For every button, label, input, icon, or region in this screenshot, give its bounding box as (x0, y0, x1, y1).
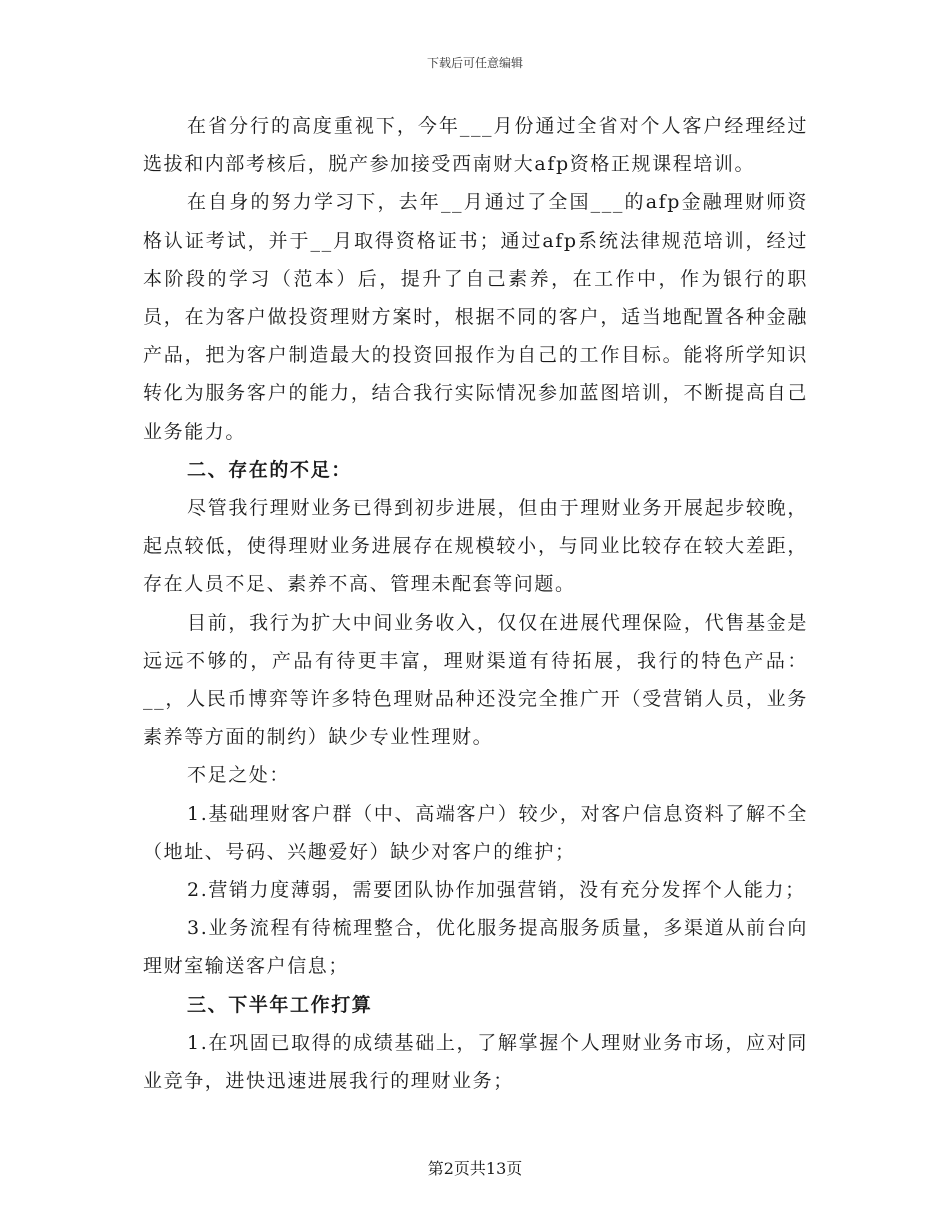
list-item-deficiency-3: 3.业务流程有待梳理整合，优化服务提高服务质量，多渠道从前台向理财室输送客户信息； (143, 917, 808, 978)
list-item-plan-1: 1.在巩固已取得的成绩基础上，了解掌握个人理财业务市场，应对同业竞争，进快迅速进展我行的理财业务； (143, 1031, 808, 1093)
paragraph-current-status: 目前，我行为扩大中间业务收入，仅仅在进展代理保险，代售基金是远远不够的，产品有待更丰富，理财渠道有待拓展，我行的特色产品：__，人民币博弈等许多特色理财品种还没完全推广开（受营销人员，业务素养等方面的制约）缺少专业性理财。 (143, 611, 808, 749)
section-heading-plans: 三、下半年工作打算 (187, 993, 373, 1016)
page-number: 第2页共13页 (427, 1159, 523, 1178)
page-header: 下载后可任意编辑 (426, 56, 523, 70)
section-heading-shortcomings: 二、存在的不足： (187, 458, 352, 481)
document-body (143, 107, 808, 1100)
paragraph-progress: 尽管我行理财业务已得到初步进展，但由于理财业务开展起步较晚，起点较低，使得理财业务进展存在规模较小，与同业比较存在较大差距，存在人员不足、素养不高、管理未配套等问题。 (143, 497, 808, 596)
list-item-deficiency-2: 2.营销力度薄弱，需要团队协作加强营销，没有充分发挥个人能力； (187, 879, 806, 902)
paragraph-deficiencies-label: 不足之处： (187, 764, 291, 787)
paragraph-training: 在省分行的高度重视下，今年___月份通过全省对个人客户经理经过选拔和内部考核后，脱产参加接受西南财大afp资格正规课程培训。 (143, 115, 808, 176)
paragraph-certification: 在自身的努力学习下，去年__月通过了全国___的afp金融理财师资格认证考试，并于__月取得资格证书；通过afp系统法律规范培训，经过本阶段的学习（范本）后，提升了自己素养，在工作中，作为银行的职员，在为客户做投资理财方案时，根据不同的客户，适当地配置各种金融产品，把为客户制造最大的投资回报作为自己的工作目标。能将所学知识转化为服务客户的能力，结合我行实际情况参加蓝图培训，不断提高自己业务能力。 (143, 191, 808, 443)
list-item-deficiency-1: 1.基础理财客户群（中、高端客户）较少，对客户信息资料了解不全（地址、号码、兴趣爱好）缺少对客户的维护； (143, 802, 808, 863)
